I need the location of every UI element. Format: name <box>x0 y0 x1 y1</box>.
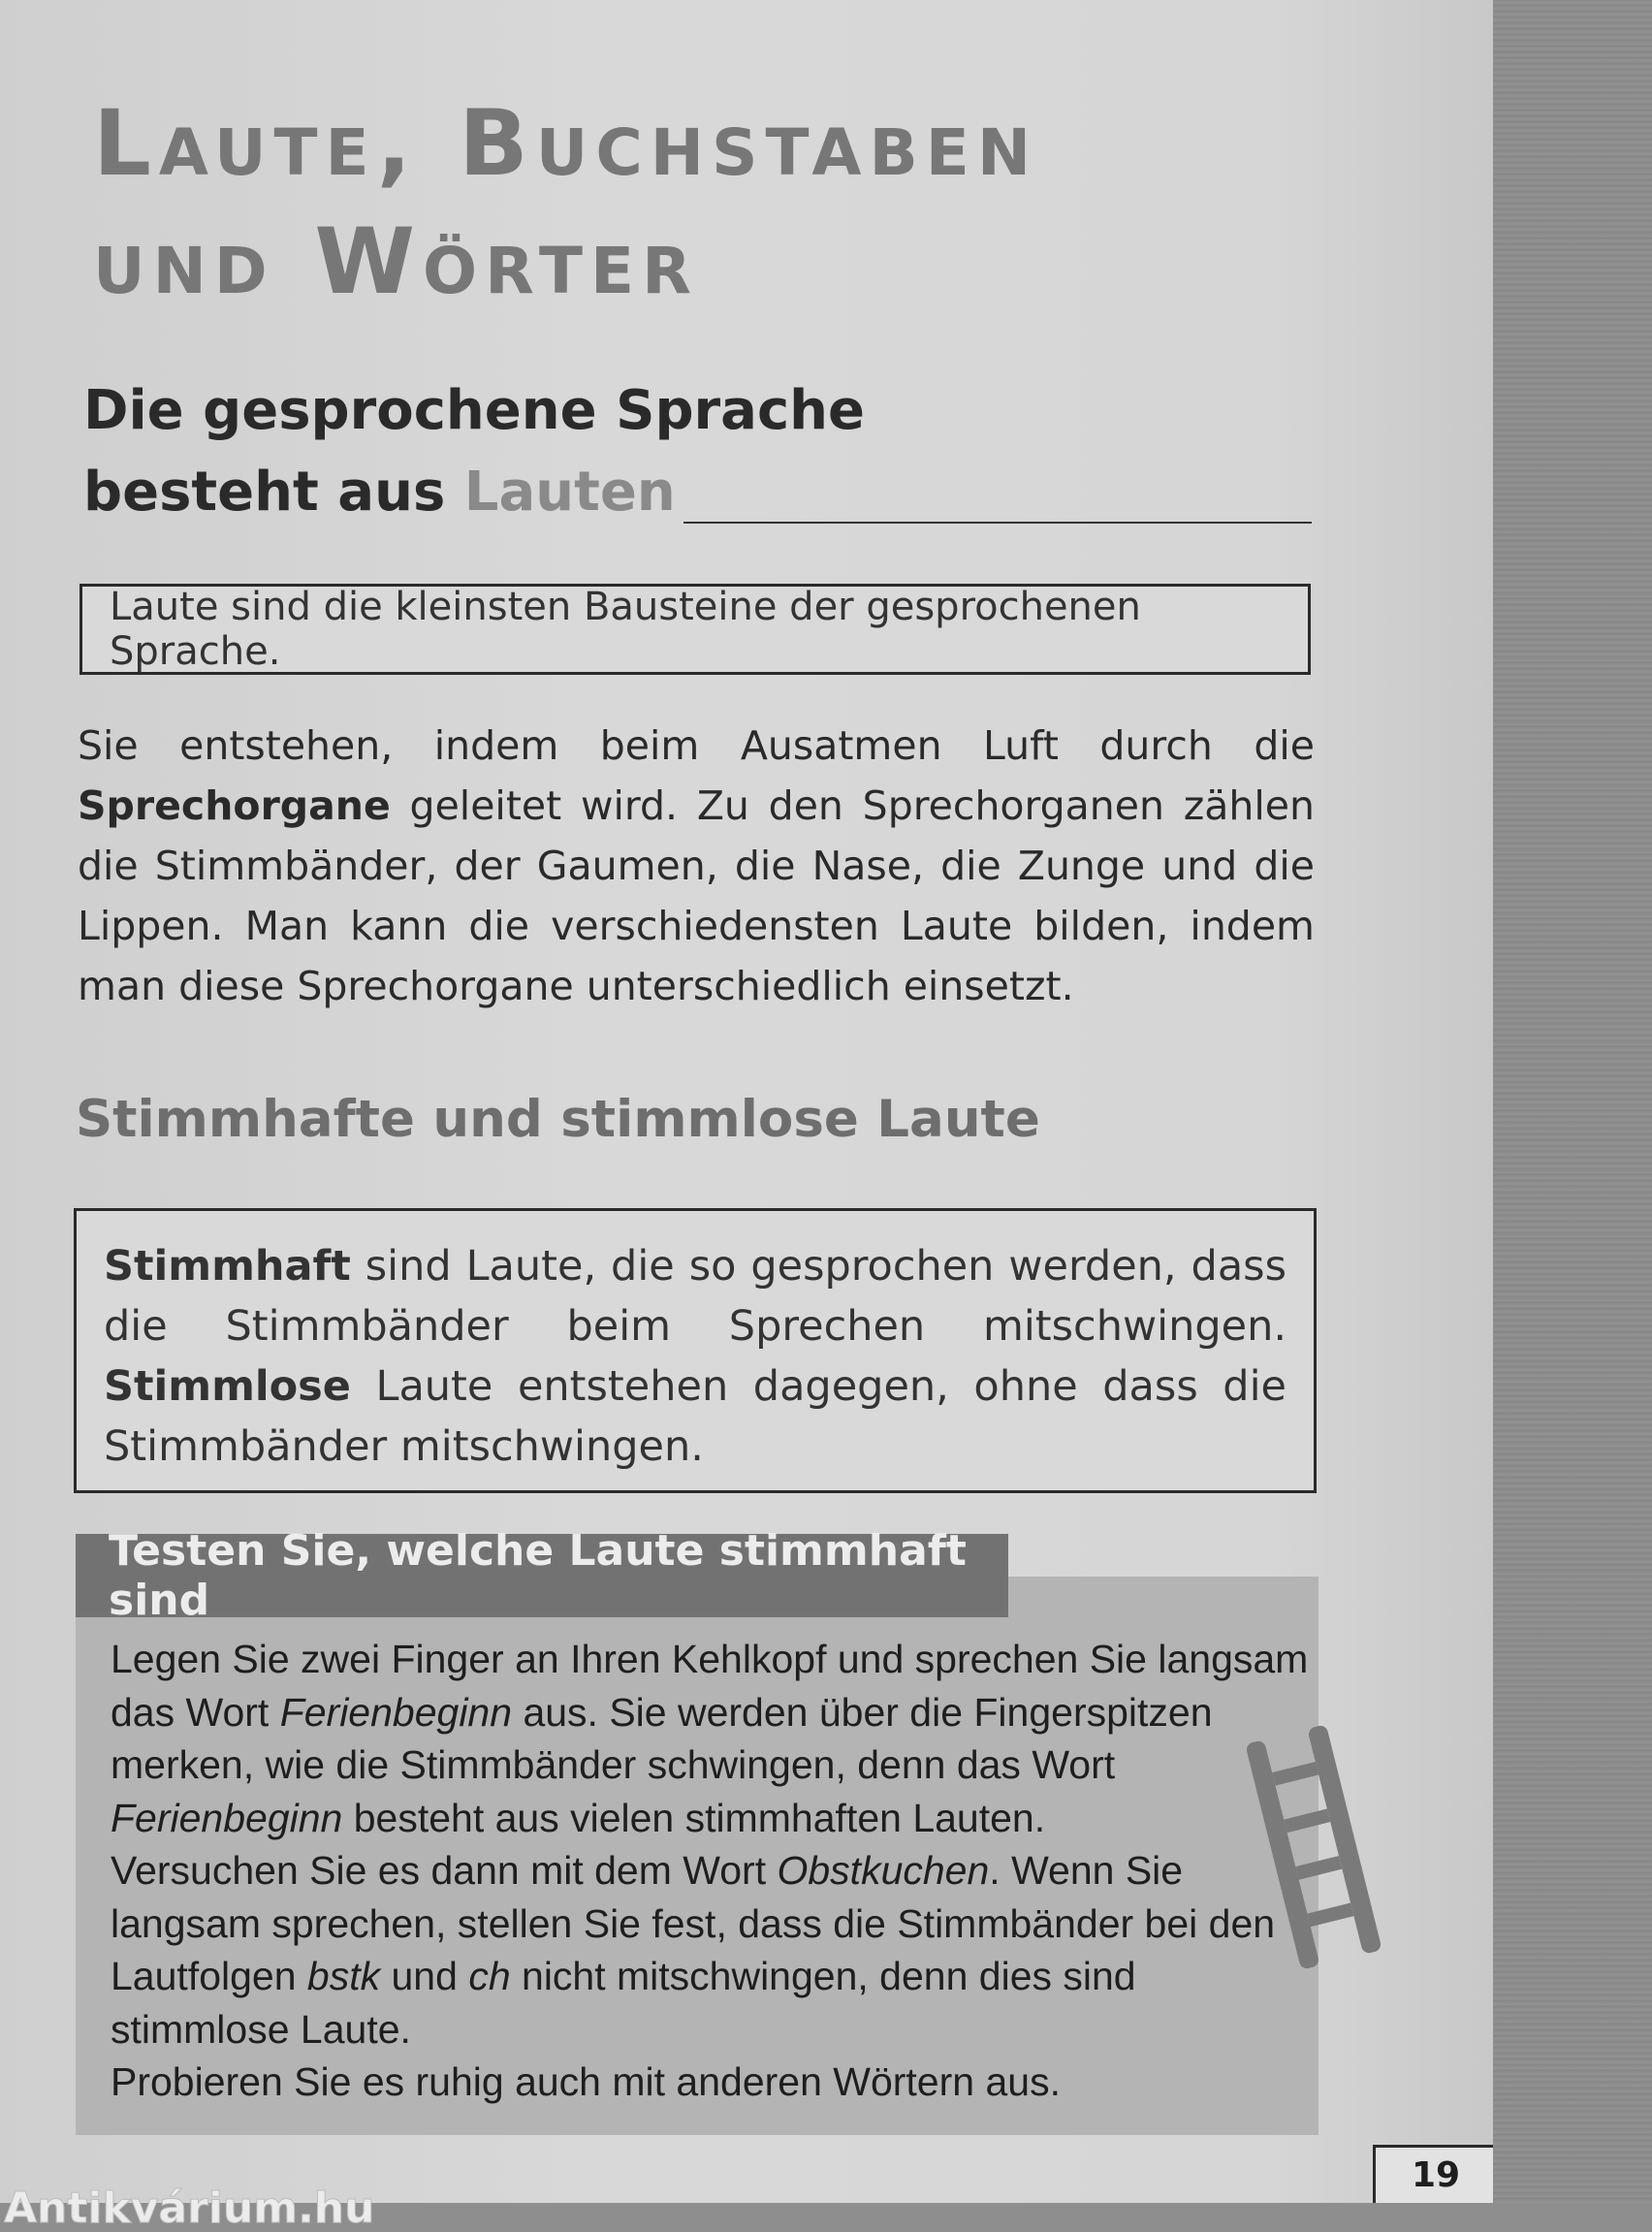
exercise-text-1: Legen Sie zwei Finger an Ihren Kehlkopf und sprechen Sie langsam das Wort <box>111 1637 1309 1735</box>
exercise-text-4: Versuchen Sie es dann mit dem Wort <box>111 1848 778 1893</box>
example-sound-bstk: bstk <box>306 1954 381 1998</box>
term-stimmlose: Stimmlose <box>104 1362 351 1411</box>
exercise-box <box>76 1526 1318 2135</box>
exercise-text-6: und <box>380 1954 469 1998</box>
term-stimmhaft: Stimmhaft <box>104 1242 351 1291</box>
body-text-bold-term: Sprechorgane <box>78 782 391 829</box>
ladder-icon <box>1251 1726 1377 1968</box>
exercise-box-text <box>111 1633 1322 2109</box>
body-text-part-2: geleitet wird. Zu den Sprechorganen zählen die Stimmbänder, der Gaumen, die Nase, die Zunge und die Lippen. Man kann die verschiedensten Laute bilden, indem man diese Sprechorgane unterschiedlich einsetzt. <box>78 782 1315 1009</box>
subheading: Stimmhafte und stimmlose Laute <box>76 1090 1040 1149</box>
exercise-text-8: Probieren Sie es ruhig auch mit anderen Wörtern aus. <box>111 2059 1061 2104</box>
definition-text-2: Laute entstehen dagegen, ohne dass die Stimmbänder mitschwingen. <box>104 1362 1287 1471</box>
page-number-text: 19 <box>1411 2155 1461 2195</box>
section-heading-line-2-prefix: besteht aus <box>83 461 464 524</box>
definition-box-laute <box>79 584 1311 675</box>
exercise-box-title <box>76 1526 1008 1625</box>
chapter-title <box>93 85 1038 322</box>
body-text-part-1: Sie entstehen, indem beim Ausatmen Luft durch die <box>78 722 1315 769</box>
page-gutter <box>1493 0 1652 2203</box>
example-sound-ch: ch <box>468 1954 511 1998</box>
example-word-obstkuchen: Obstkuchen <box>777 1848 990 1893</box>
page-number <box>1373 2145 1499 2203</box>
exercise-text-3: besteht aus vielen stimmhaften Lauten. <box>342 1795 1046 1840</box>
definition-box-stimmhaft <box>74 1208 1317 1493</box>
exercise-text-7: nicht mitschwingen, denn dies sind stimmlose Laute. <box>111 1954 1136 2052</box>
section-heading <box>83 370 865 533</box>
exercise-text-2: aus. Sie werden über die Fingerspitzen merken, wie die Stimmbänder schwingen, denn das Wort <box>111 1689 1213 1787</box>
definition-paragraph <box>104 1236 1287 1477</box>
watermark <box>0 2170 375 2232</box>
section-heading-line-1: Die gesprochene Sprache <box>83 379 865 442</box>
body-paragraph <box>78 716 1315 1016</box>
chapter-title-line-2: und Wörter <box>93 209 699 315</box>
exercise-text-5: . Wenn Sie langsam sprechen, stellen Sie fest, dass die Stimmbänder bei den Lautfolgen <box>111 1848 1276 1998</box>
definition-text-1: sind Laute, die so gesprochen werden, dass die Stimmbänder beim Sprechen mitschwingen. <box>104 1242 1287 1351</box>
heading-rule <box>683 522 1312 524</box>
example-word-ferienbeginn: Ferienbeginn <box>279 1689 513 1735</box>
section-heading-accent: Lauten <box>463 461 676 524</box>
exercise-title-text: Testen Sie, welche Laute stimmhaft sind <box>109 1526 967 1625</box>
example-word-ferienbeginn-2: Ferienbeginn <box>111 1795 343 1840</box>
watermark-text: Antikvárium.hu <box>4 2184 375 2232</box>
definition-text: Laute sind die kleinsten Bausteine der gesprochenen Sprache. <box>110 585 1141 674</box>
chapter-title-line-1: Laute, Buchstaben <box>93 91 1039 197</box>
